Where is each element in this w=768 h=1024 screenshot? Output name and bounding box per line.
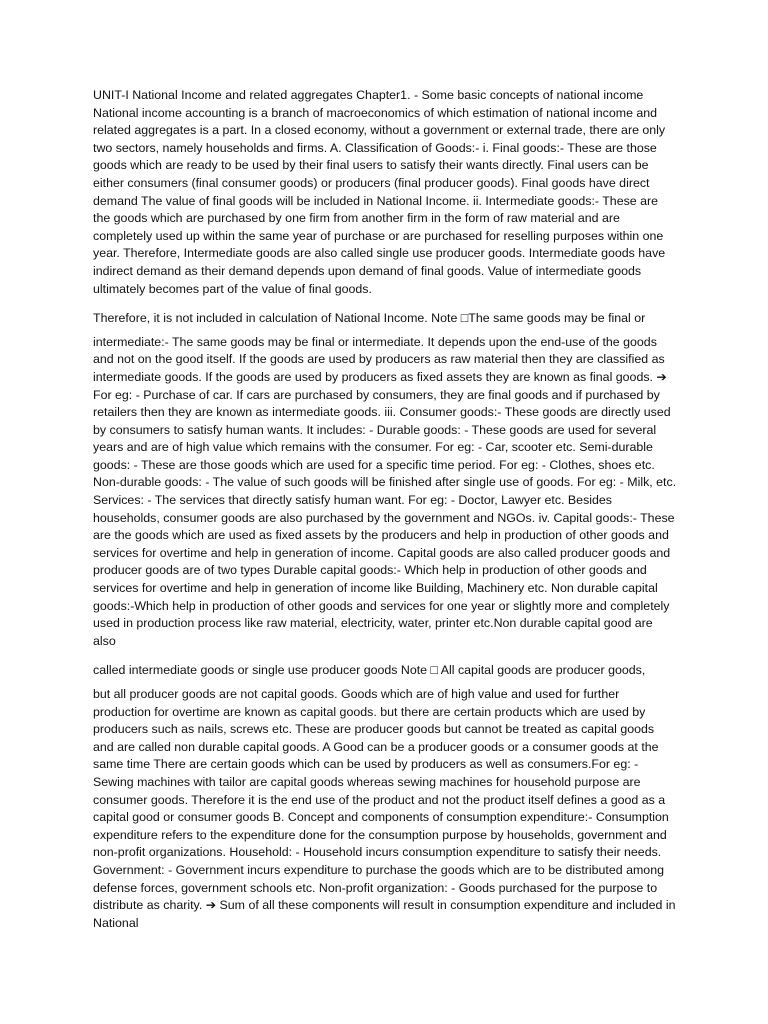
paragraph-2-body: intermediate:- The same goods may be final or intermediate. It depends upon the end-use of the goods and not on the good itself. If the goods are used by producers as raw material then they are classified as intermediate goods. If the goods are used by producers as fixed assets they are known as final goods. ➔ For eg: - Purchase of car. If cars are purchased by consumers, they are final goods and if purchased by retailers then they are known as intermediate goods. iii. Consumer goods:- These goods are directly used by consumers to satisfy human wants. It includes: - Durable goods: - These goods are used for several years and are of high value which remains with the consumer. For eg: - Car, scooter etc. Semi-durable goods: - These are those goods which are used for a specific time period. For eg: - Clothes, shoes etc. Non-durable goods: - The value of such goods will be finished after single use of goods. For eg: - Milk, etc. Services: - The services that directly satisfy human want. For eg: - Doctor, Lawyer etc. Besides households, consumer goods are also purchased by the government and NGOs. iv. Capital goods:- These are the goods which are used as fixed assets by the producers and help in production of other goods and services for overtime and help in generation of income. Capital goods are also called producer goods and producer goods are of two types Durable capital goods:- Which help in production of other goods and services for overtime and help in generation of income like Building, Machinery etc. Non durable capital goods:-Which help in production of other goods and services for one year or slightly more and completely used in production process like raw material, electricity, water, printer etc.Non durable capital good are also	[93, 334, 677, 648]
paragraph-3-body: but all producer goods are not capital goods. Goods which are of high value and used for further production for overtime are known as capital goods. but there are certain products which are used by producers such as nails, screws etc. These are producer goods but cannot be treated as capital goods and are called non durable capital goods. A Good can be a producer goods or a consumer goods at the same time There are certain goods which can be used by producers as well as consumers.For eg: - Sewing machines with tailor are capital goods whereas sewing machines for household purpose are consumer goods. Therefore it is the end use of the product and not the product itself defines a good as a capital good or consumer goods B. Concept and components of consumption expenditure:- Consumption expenditure refers to the expenditure done for the consumption purpose by households, government and non-profit organizations. Household: - Household incurs consumption expenditure to satisfy their needs. Government: - Government incurs expenditure to purchase the goods which are to be distributed among defense forces, government schools etc. Non-profit organization: - Goods purchased for the purpose to distribute as charity. ➔ Sum of all these components will result in consumption expenditure and included in National	[93, 687, 676, 930]
paragraph-3-first-line: called intermediate goods or single use producer goods Note □ All capital goods are producer goods,	[93, 663, 646, 678]
paragraph-1: UNIT-I National Income and related aggregates Chapter1. - Some basic concepts of national income National income accounting is a branch of macroeconomics of which estimation of national income and related aggregates is a part. In a closed economy, without a government or external trade, there are only two sectors, namely households and firms. A. Classification of Goods:- i. Final goods:- These are those goods which are ready to be used by their final users to satisfy their wants directly. Final users can be either consumers (final consumer goods) or producers (final producer goods). Final goods have direct demand The value of final goods will be included in National Income. ii. Intermediate goods:- These are the goods which are purchased by one firm from another firm in the form of raw material and are completely used up within the same year of purchase or are purchased for reselling purposes within one year. Therefore, Intermediate goods are also called single use producer goods. Intermediate goods have indirect demand as their demand depends upon demand of final goods. Value of intermediate goods ultimately becomes part of the value of final goods.	[93, 88, 666, 296]
paragraph-2-first-line: Therefore, it is not included in calculation of National Income. Note □The same goods may be final or	[93, 311, 646, 326]
paragraph-2	[93, 310, 678, 650]
document-page	[93, 87, 678, 932]
paragraph-3	[93, 662, 678, 932]
